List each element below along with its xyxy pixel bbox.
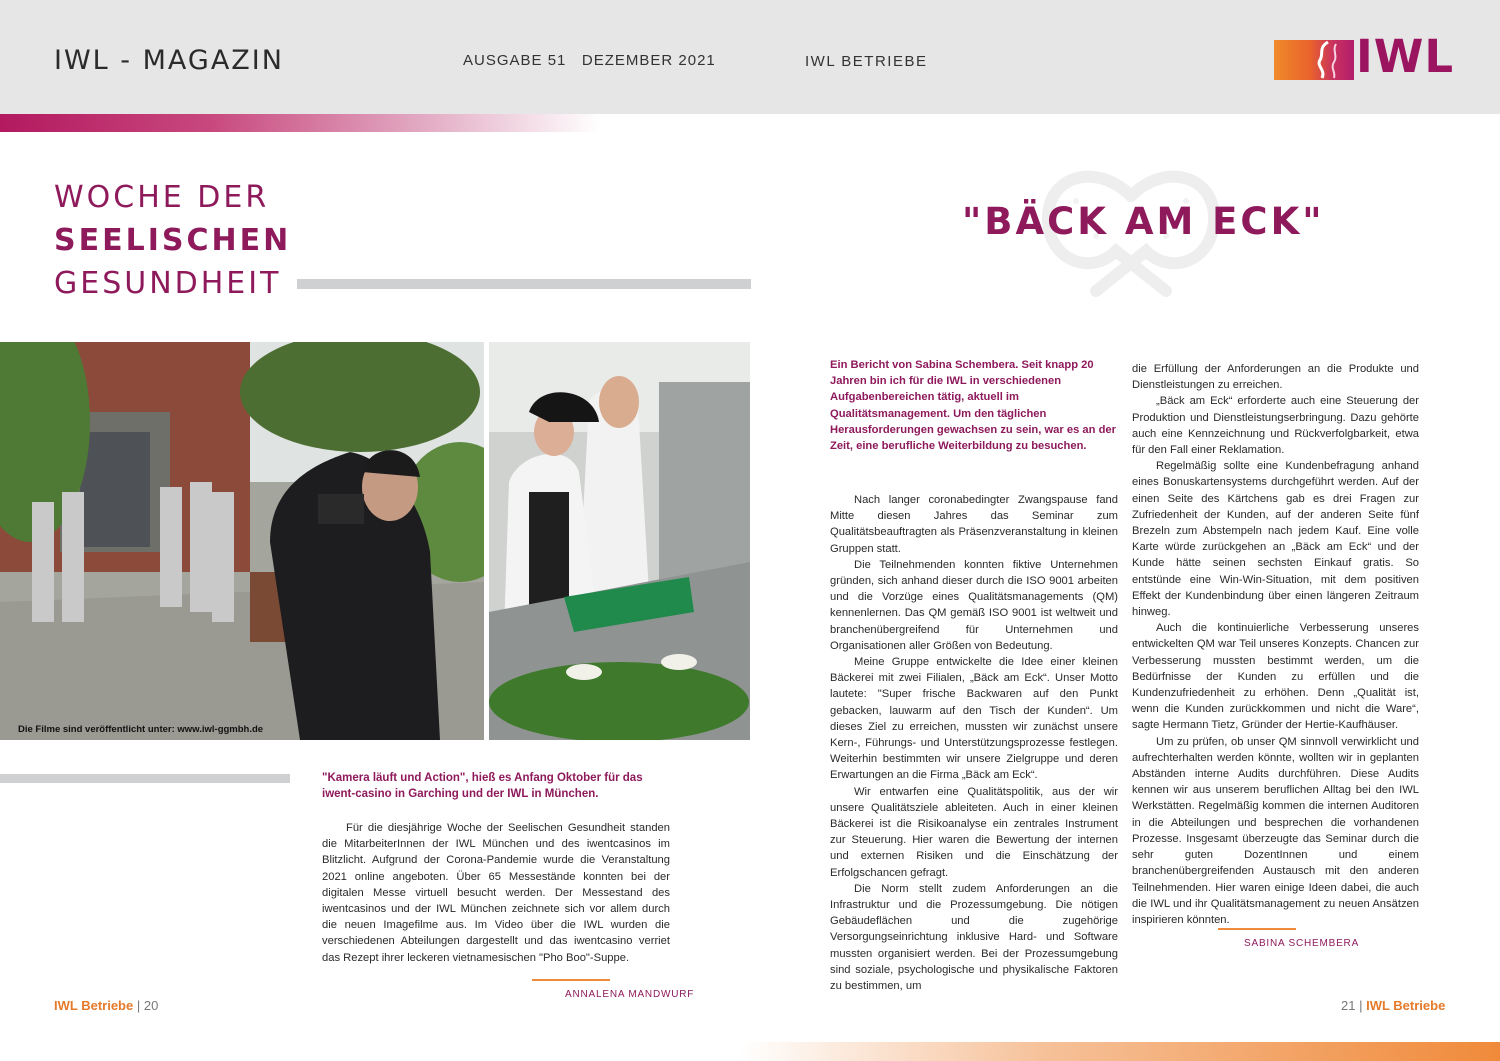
folio-left-section: IWL Betriebe — [54, 998, 134, 1013]
right-col1-paragraph: Die Teilnehmenden konnten fiktive Unternehmen gründen, sich anhand dieser durch die ISO 9001 arbeiten und die Vorzüge eines Qualitätsmanagements (QM) kennenlernen. Das QM gemäß ISO 9001 ist weltweit und branchenübergreifend für Unternehmen und Organisationen aller Größen von Bedeutung. — [830, 558, 1118, 652]
left-body — [322, 820, 670, 966]
right-col1-paragraph: Wir entwarfen eine Qualitätspolitik, aus der wir unsere Qualitätsziele ableiteten. Auch in einer kleinen Bäckerei ist die Risikoanalyse ein zentrales Instrument zur Steuerung. Hier waren die Bewertung der internen und externen Risiken und die Einschätzung der Erfolgschancen gefragt. — [830, 785, 1118, 879]
folio-left-page: | 20 — [136, 998, 159, 1013]
right-page-title: "BÄCK AM ECK" — [962, 200, 1325, 243]
right-col2-paragraph: Regelmäßig sollte eine Kundenbefragung anhand eines Bonuskartensystems durchgeführt werden. Auf der einen Seite des Kärtchens gab es drei Fragen zur Zufriedenheit der Kunden, auf der anderen Seite fünf Brezeln zum Abstempeln nach jedem Kauf. Eine volle Karte würde zurückgehen an „Bäck am Eck“ und der Kunde hätte seinen sechsten Einkauf gratis. So entstünde eine Win-Win-Situation, mit dem positiven Effekt der Kundenbindung über einen längeren Zeitraum hinweg. — [1132, 460, 1419, 619]
author-left: ANNALENA MANDWURF — [565, 989, 695, 1000]
right-col2-paragraph: Um zu prüfen, ob unser QM sinnvoll verwirklicht und aufrechterhalten werden könnte, wollten wir in geplanten Abständen interne Audits durchführen. Diese Audits kennen wir aus unserem beruflichen Alltag bei den IWL Werkstätten. Regelmäßig kommen die internen Auditoren in die Abteilungen und besprechen die vorhandenen Prozesse. Insgesamt überzeugte das Seminar durch die sehr guten DozentInnen und einem branchenübergreifenden Austausch mit den anderen Teilnehmenden. Hier waren einige Ideen dabei, die auch die IWL und ihr Qualitätsmanagement zu neuen Ansätzen inspirieren könnten. — [1132, 735, 1419, 926]
folio-left — [54, 998, 158, 1013]
right-lead: Ein Bericht von Sabina Schembera. Seit knapp 20 Jahren bin ich für die IWL in verschiedenen Aufgabenbereichen tätig, aktuell im Qualitätsmanagement. Um den täglichen Herausforderungen gewachsen zu sein, war es an der Zeit, eine berufliche Weiterbildung zu besuchen. — [830, 359, 1116, 453]
title-line-1: WOCHE DER — [54, 180, 270, 215]
section-label: IWL BETRIEBE — [805, 53, 928, 70]
header-gradient-bar — [0, 114, 600, 132]
photo-credit: Die Filme sind veröffentlicht unter: www.iwl-ggmbh.de — [18, 724, 264, 735]
author-rule-right — [1218, 928, 1296, 930]
right-col2-paragraph: Auch die kontinuierliche Verbesserung unseres entwickelten QM war Teil unseres Konzepts. Chancen zur Verbesserung mussten bestimmt werden, um die Bedürfnisse der Kunden zu erfüllen und die Kundenzufriedenheit zu erhöhen. Denn „Qualität ist, wenn die Kunden zurückkommen und nicht die Ware“, sagte Hermann Tietz, Gründer der Hertie-Kaufhäuser. — [1132, 622, 1419, 732]
right-col1-paragraph: Meine Gruppe entwickelte die Idee einer kleinen Bäckerei mit zwei Filialen, „Bäck am Eck“. Unser Motto lautete: "Super frische Backwaren auf den Punkt gebacken, lauwarm auf den Tisch der Kunden“. Um dieses Ziel zu erreichen, mussten wir zunächst unsere Kern-, Führungs- und Unterstützungsprozesse festlegen. Weiterhin bestimmten wir unsere Zielgruppe und deren Erwartungen an die Firma „Bäck am Eck“. — [830, 656, 1118, 782]
folio-right-section: IWL Betriebe — [1366, 998, 1446, 1013]
left-lead: "Kamera läuft und Action", hieß es Anfang Oktober für das iwent-casino in Garching und der IWL in München. — [322, 772, 643, 800]
caption-rule — [0, 774, 290, 783]
photo-kitchen — [489, 342, 750, 740]
title-line-3: GESUNDHEIT — [54, 266, 282, 301]
author-right: SABINA SCHEMBERA — [1244, 938, 1360, 949]
logo-mark-icon — [1274, 40, 1354, 80]
folio-right-page: 21 | — [1341, 998, 1363, 1013]
magazine-title: IWL - MAGAZIN — [54, 45, 284, 76]
right-column-2 — [1132, 361, 1419, 928]
photo-filming-group — [0, 342, 484, 740]
title-line-2: SEELISCHEN — [54, 223, 292, 258]
right-col2-paragraph: „Bäck am Eck“ erforderte auch eine Steuerung der Produktion und Dienstleistungserbringung. Dazu gehörte auch eine Kennzeichnung und Rückverfolgbarkeit, etwa für den Fall einer Reklamation. — [1132, 395, 1419, 457]
author-rule-left — [532, 979, 610, 981]
left-page-title — [54, 176, 291, 305]
iwl-logo — [1274, 30, 1455, 83]
title-rule — [297, 279, 751, 289]
right-col1-paragraph: Die Norm stellt zudem Anforderungen an die Infrastruktur und die Prozessumgebung. Die nötigen Gebäudeflächen und die zugehörige Versorgungseinrichtung inklusive Hard- und Software mussten organisiert werden. Bei der Prozessumgebung sind soziale, psychologische und physikalische Faktoren zu bestimmen, um — [830, 882, 1118, 993]
right-col2-continuation: die Erfüllung der Anforderungen an die Produkte und Dienstleistungen zu erreichen. — [1132, 363, 1419, 392]
right-col1-paragraph: Nach langer coronabedingter Zwangspause fand Mitte diesen Jahres das Seminar zum Qualitätsbeauftragten als Präsenzveranstaltung in kleinen Gruppen statt. — [830, 494, 1118, 555]
issue-label: AUSGABE 51 DEZEMBER 2021 — [463, 52, 716, 69]
right-column-1 — [830, 492, 1118, 994]
footer-gradient-bar — [740, 1042, 1500, 1061]
logo-text: IWL — [1356, 30, 1455, 83]
left-body-paragraph: Für die diesjährige Woche der Seelischen Gesundheit standen die MitarbeiterInnen der IWL München und des iwentcasinos im Blitzlicht. Aufgrund der Corona-Pandemie wurde die Veranstaltung 2021 online angeboten. Über 65 Messestände konnten bei der digitalen Messe virtuell besucht werden. Der Messestand des iwentcasinos und der IWL München zeichnete sich vor allem durch die neuen Imagefilme aus. Im Video über die IWL wurden die verschiedenen Abteilungen dargestellt und das iwentcasino verriet das Rezept ihrer leckeren vietnamesischen "Pho Boo"-Suppe. — [322, 822, 670, 964]
folio-right — [1341, 998, 1445, 1013]
